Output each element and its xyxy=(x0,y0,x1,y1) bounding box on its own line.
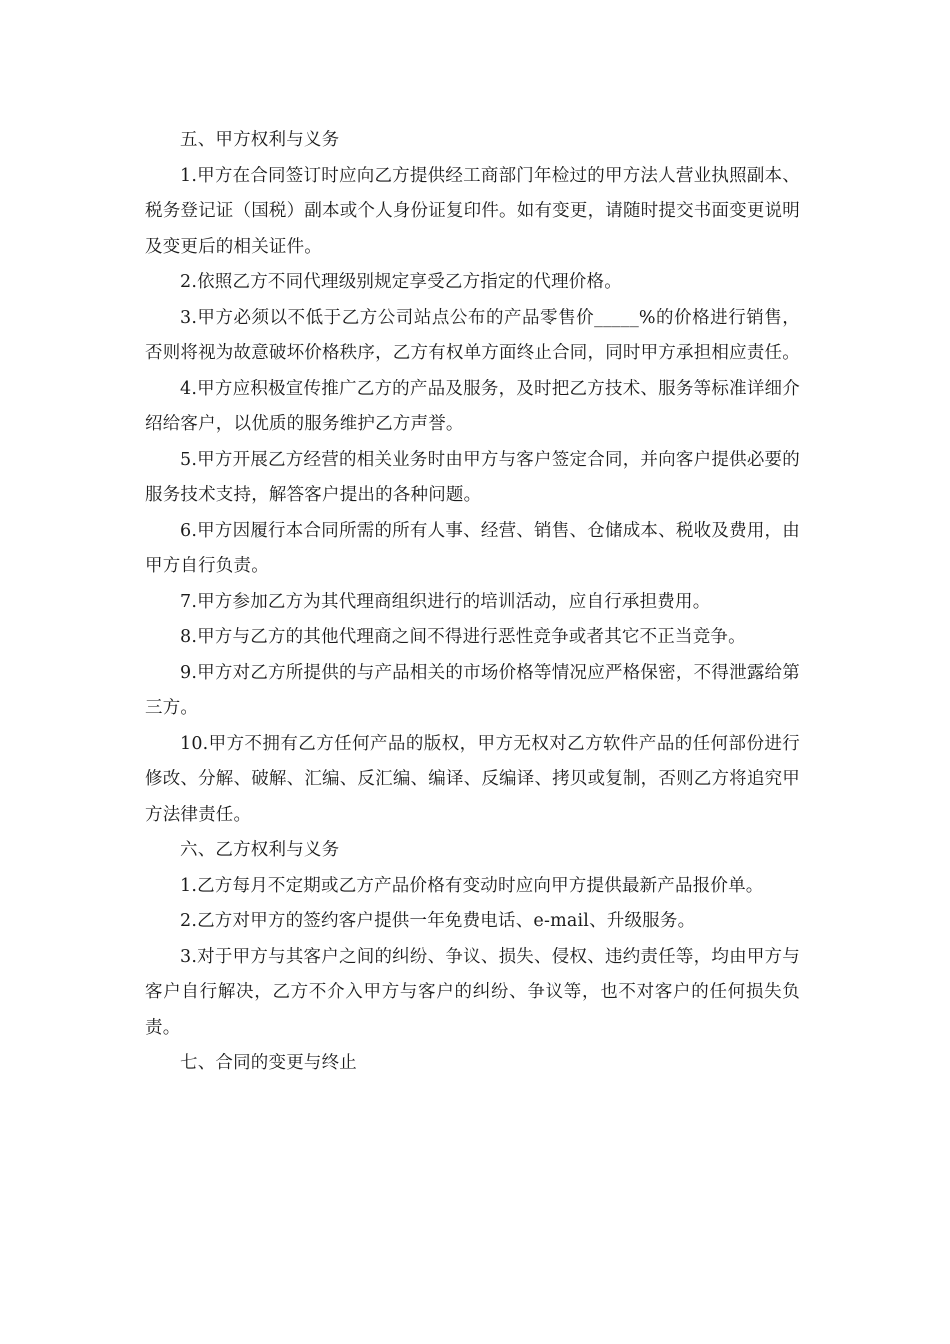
section-6-item-1: 1.乙方每月不定期或乙方产品价格有变动时应向甲方提供最新产品报价单。 xyxy=(180,875,764,896)
section-5-item-8: 8.甲方与乙方的其他代理商之间不得进行恶性竞争或者其它不正当竞争。 xyxy=(180,627,746,647)
section-5-item-3: 3.甲方必须以不低于乙方公司站点公布的产品零售价_____%的价格进行销售，否则将视为故意破坏价格秩序，乙方有权单方面终止合同，同时甲方承担相应责任。 xyxy=(145,307,800,363)
section-5-item-9: 9.甲方对乙方所提供的与产品相关的市场价格等情况应严格保密，不得泄露给第三方。 xyxy=(145,662,800,718)
section-5-item-10: 10.甲方不拥有乙方任何产品的版权，甲方无权对乙方软件产品的任何部份进行修改、分解、破解、汇编、反汇编、编译、反编译、拷贝或复制，否则乙方将追究甲方法律责任。 xyxy=(145,733,800,825)
section-5-item-2: 2.依照乙方不同代理级别规定享受乙方指定的代理价格。 xyxy=(180,272,622,292)
section-7-heading: 七、合同的变更与终止 xyxy=(180,1053,357,1073)
section-5-heading: 五、甲方权利与义务 xyxy=(180,130,340,150)
section-6-item-2: 2.乙方对甲方的签约客户提供一年免费电话、e-mail、升级服务。 xyxy=(180,911,696,931)
section-5-item-4: 4.甲方应积极宣传推广乙方的产品及服务，及时把乙方技术、服务等标准详细介绍给客户，以优质的服务维护乙方声誉。 xyxy=(145,378,800,434)
section-6-item-3: 3.对于甲方与其客户之间的纠纷、争议、损失、侵权、违约责任等，均由甲方与客户自行解决，乙方不介入甲方与客户的纠纷、争议等，也不对客户的任何损失负责。 xyxy=(145,946,800,1038)
section-5-item-5: 5.甲方开展乙方经营的相关业务时由甲方与客户签定合同，并向客户提供必要的服务技术支持，解答客户提出的各种问题。 xyxy=(145,449,800,505)
section-6-heading: 六、乙方权利与义务 xyxy=(180,840,340,860)
section-5-item-7: 7.甲方参加乙方为其代理商组织进行的培训活动，应自行承担费用。 xyxy=(180,591,711,612)
section-5-item-6: 6.甲方因履行本合同所需的所有人事、经营、销售、仓储成本、税收及费用，由甲方自行负责。 xyxy=(145,520,800,576)
section-5-item-1: 1.甲方在合同签订时应向乙方提供经工商部门年检过的甲方法人营业执照副本、税务登记证（国税）副本或个人身份证复印件。如有变更，请随时提交书面变更说明及变更后的相关证件。 xyxy=(145,165,800,257)
contract-body xyxy=(145,123,800,1082)
